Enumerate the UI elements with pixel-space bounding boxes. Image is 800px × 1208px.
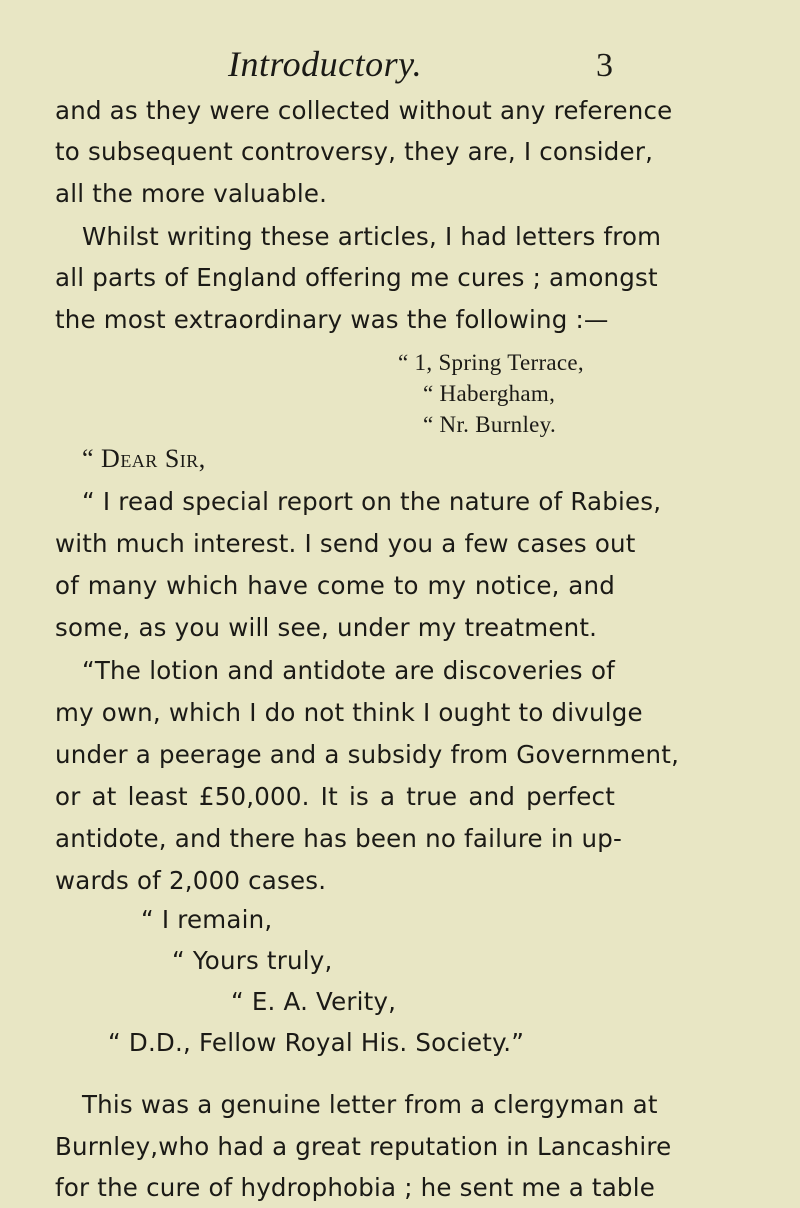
text-line: some, as you will see, under my treatment.: [55, 613, 598, 642]
text-line: antidote, and there has been no failure in up-: [55, 824, 623, 853]
page-header: [0, 44, 800, 84]
address-line: “ Nr. Burnley.: [423, 412, 557, 437]
text-line: all the more valuable.: [55, 179, 328, 208]
closing-line: “ D.D., Fellow Royal His. Society.”: [108, 1028, 525, 1057]
text-line: or at least £50,000. It is a true and perfect: [55, 782, 615, 811]
text-line: Burnley,who had a great reputation in Lancashire: [55, 1132, 672, 1161]
letter-salutation: “ Dear Sir,: [82, 444, 206, 473]
text-line: “The lotion and antidote are discoveries of: [82, 656, 615, 685]
running-title: Introductory.: [228, 44, 423, 84]
text-line: of many which have come to my notice, and: [55, 571, 615, 600]
text-line: all parts of England offering me cures ; amongst: [55, 263, 658, 292]
text-line: with much interest. I send you a few cases out: [55, 529, 636, 558]
text-line: Whilst writing these articles, I had letters from: [82, 222, 662, 251]
text-line: This was a genuine letter from a clergyman at: [82, 1090, 658, 1119]
text-line: under a peerage and a subsidy from Government,: [55, 740, 680, 769]
closing-line: “ E. A. Verity,: [231, 987, 397, 1016]
text-line: for the cure of hydrophobia ; he sent me a table: [55, 1173, 655, 1202]
text-line: to subsequent controversy, they are, I consider,: [55, 137, 654, 166]
text-line: wards of 2,000 cases.: [55, 866, 327, 895]
text-line: my own, which I do not think I ought to divulge: [55, 698, 643, 727]
closing-line: “ I remain,: [141, 905, 273, 934]
text-line: and as they were collected without any reference: [55, 96, 673, 125]
address-line: “ 1, Spring Terrace,: [398, 350, 584, 375]
closing-line: “ Yours truly,: [172, 946, 333, 975]
page-number: 3: [596, 47, 613, 84]
address-line: “ Habergham,: [423, 381, 556, 406]
text-line: “ I read special report on the nature of Rabies,: [82, 487, 662, 516]
text-line: the most extraordinary was the following :—: [55, 305, 609, 334]
